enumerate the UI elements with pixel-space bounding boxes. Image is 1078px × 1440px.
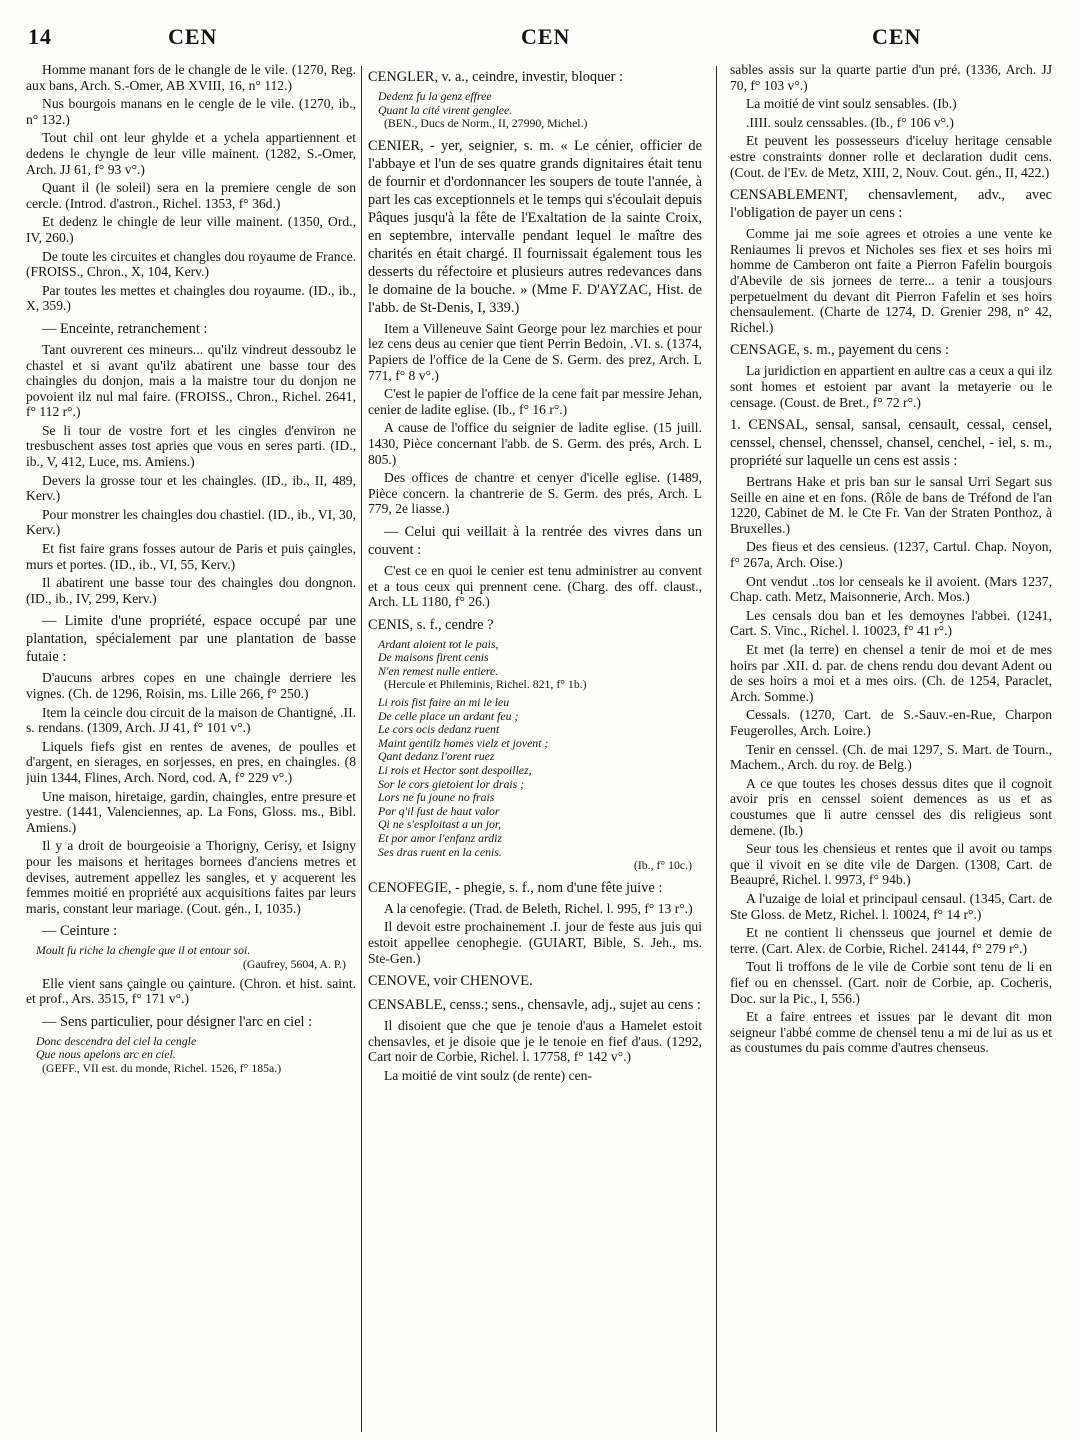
citation: sables assis sur la quarte partie d'un pré. (1336, Arch. JJ 70, f° 103 v°.) bbox=[730, 62, 1052, 93]
sense-definition: — Enceinte, retranchement : bbox=[42, 320, 208, 337]
running-head-right: CEN bbox=[872, 24, 922, 49]
citation: Ont vendut ..tos lor censeals ke il avoient. (Mars 1237, Chap. cath. Metz, Maisonnerie, Arch. Mos.) bbox=[730, 573, 1052, 605]
citation: Tant ouvrerent ces mineurs... qu'ilz vindreut dessoubz le chastel et si avant qu'ilz abatirent une basse tour des chaingles du donjon, mais a la maistre tour du donjon ne povoient ilz nul mal faire. (FROISS., Chron., Richel. 2641, f° 112 r°.) bbox=[26, 341, 356, 420]
citation: Une maison, hiretaige, gardin, chaingles, entre presure et yestre. (1441, Valenciennes, ap. La Fons, Gloss. ms., Bibl. Amiens.) bbox=[26, 788, 356, 835]
running-head-left: CEN bbox=[168, 24, 218, 49]
citation: Quant il (le soleil) sera en la premiere cengle de son cercle. (Introd. d'astron., Richel. 1353, f° 36d.) bbox=[26, 180, 356, 211]
entry-headword: CENOFEGIE, - phegie, s. f., nom d'une fête juive : bbox=[368, 879, 663, 896]
column-rule bbox=[361, 66, 362, 1432]
verse-line: Donc descendra del ciel la cengle bbox=[36, 1033, 197, 1048]
entry-headword: CENSABLEMENT, chensavlement, adv., avec l'obligation de payer un cens : bbox=[730, 187, 1052, 222]
verse-line: Qant dedanz l'orent ruez bbox=[378, 749, 495, 764]
citation: De toute les circuites et changles dou royaume de France. (FROISS., Chron., X, 104, Kerv.) bbox=[26, 248, 356, 280]
citation: La juridiction en appartient en aultre cas a ceux a qui ilz sont homes et estoient par avant la metayerie ou le censage. (Coust. de Bret., f° 72 r°.) bbox=[730, 363, 1052, 410]
column-rule bbox=[716, 66, 717, 1432]
verse-line: Moult fu riche la chengle que il ot entour soi. bbox=[36, 943, 251, 958]
verse-quote bbox=[378, 638, 702, 692]
verse-line: Ardant aloient tot le pais, bbox=[378, 636, 499, 651]
verse-line: Li rois et Hector sont despoillez, bbox=[378, 763, 532, 778]
citation: Et peuvent les possesseurs d'iceluy heritage censable estre constraints donner rolle et declaration dudit cens. (Cout. de l'Ev. de Metz, XIII, 2, Nouv. Cout. gén., II, 422.) bbox=[730, 133, 1052, 180]
entry-headword: CENIS, s. f., cendre ? bbox=[368, 616, 494, 633]
citation: La moitié de vint soulz (de rente) cen- bbox=[384, 1067, 592, 1083]
sense-definition: — Limite d'une propriété, espace occupé par une plantation, spécialement par une plantation de basse futaie : bbox=[26, 613, 356, 666]
citation: Et dedenz le chingle de leur ville mainent. (1350, Ord., IV, 260.) bbox=[26, 214, 356, 245]
citation: Devers la grosse tour et les chaingles. (ID., ib., II, 489, Kerv.) bbox=[26, 472, 356, 504]
entry-headword: CENIER, - yer, seignier, s. m. « Le cénier, officier de l'abbaye et l'un de ses quatre grands dignitaires était tenu de fournir et d'ordonnancer les soupers de toute l'année, à part les cas exceptionnels et le temps qui s'écoulait depuis Pâques jusqu'à la fête de l'Exaltation de la sainte Croix, en septembre, intervalle pendant lequel le maître des charités en était chargé. Il fournissait également tous les desserts du réfectoire et plusieurs autres redevances dans le domaine de la bouche. » (Mme F. D'AYZAC, Hist. de l'abb. de St-Denis, I, 339.) bbox=[368, 137, 702, 316]
citation: Item la ceincle dou circuit de la maison de Chantigné, .II. s. rendans. (1309, Arch. JJ 41, f° 101 v°.) bbox=[26, 704, 356, 736]
citation: La moitié de vint soulz sensables. (Ib.) bbox=[746, 96, 957, 112]
verse-line: De maisons firent cenis bbox=[378, 650, 489, 665]
sense-definition: — Celui qui veillait à la rentrée des vivres dans un couvent : bbox=[368, 523, 702, 558]
citation: Comme jai me soie agrees et otroies a une vente ke Reniaumes li prevos et Nicholes ses fiex et ses hoirs mi homme de Camberon ont faite a Pierron Fafelin bourgois d'Abevile de sis jornees de terre... a tenir a tousjours perpetuelment du devant dit Pierron Fafelin et ses hoirs chensaulement. (Charte de 1274, D. Grenier 298, n° 42, Richel.) bbox=[730, 226, 1052, 335]
verse-line: Quant la cité virent genglee. bbox=[378, 102, 513, 117]
verse-quote bbox=[36, 1035, 356, 1076]
citation: Et ne contient li chensseus que journel et demie de terre. (Cart. Alex. de Corbie, Richel. 24144, f° 279 r°.) bbox=[730, 925, 1052, 956]
citation: Il abatirent une basse tour des chaingles dou dongnon. (ID., ib., IV, 299, Kerv.) bbox=[26, 575, 356, 606]
verse-line: Ses dras ruent en la cenis. bbox=[378, 844, 502, 859]
entry-headword: CENSABLE, censs.; sens., chensavle, adj., sujet au cens : bbox=[368, 997, 701, 1014]
verse-source: (Hercule et Phileminis, Richel. 821, f° 1b.) bbox=[384, 677, 587, 692]
citation: Il y a droit de bourgeoisie a Thorigny, Cerisy, et Isigny pour les maisons et heritages bornees d'anciens metres et devises, autrement appellez les sangles, et y acquerent les femmes moitié en propriété aux acquisitions faites par leurs maris, constant leur mariage. (Cout. gén., I, 1035.) bbox=[26, 838, 356, 916]
citation: .IIII. soulz censsables. (Ib., f° 106 v°.) bbox=[746, 114, 954, 130]
verse-quote bbox=[36, 944, 356, 971]
verse-line: Sor le cors gietoient lor drais ; bbox=[378, 776, 525, 791]
citation: Elle vient sans çaingle ou çainture. (Chron. et hist. saint. et prof., Ars. 3515, f° 171 v°.) bbox=[26, 975, 356, 1007]
citation: Il devoit estre prochainement .I. jour de feste aus juis qui estoit appellee cenophegie. (GUIART, Bible, S. Jeh., ms. Ste-Gen.) bbox=[368, 919, 702, 966]
running-head-center: CEN bbox=[521, 24, 571, 49]
verse-line: Et por amor l'enfanz ardiz bbox=[378, 831, 502, 845]
verse-line: Lors ne fu joune no frais bbox=[378, 790, 495, 805]
citation: Bertrans Hake et pris ban sur le sansal Urri Segart sus Seille en aine et en fons. (Rôle de bans de Tréfond de l'an 1220, Cabinet de M. le Cte Fr. Van der Straten Ponthoz, à Bruxelles.) bbox=[730, 474, 1052, 536]
citation: Se li tour de vostre fort et les cingles d'environ ne tresbuschent asses tost apries que vous en seres parti. (ID., ib., V, 412, Luce, ms. Amiens.) bbox=[26, 422, 356, 470]
sense-definition: — Ceinture : bbox=[42, 923, 118, 940]
entry-headword: CENOVE, voir CHENOVE. bbox=[368, 973, 533, 990]
citation: Des offices de chantre et cenyer d'icelle eglise. (1489, Pièce concern. la chantrerie de S. Germ. des prés, Arch. L 779, 2e liasse.) bbox=[368, 470, 702, 517]
citation: D'aucuns arbres copes en une chaingle derriere les vignes. (Ch. de 1296, Roisin, ms. Lille 266, f° 250.) bbox=[26, 670, 356, 701]
entry-headword: CENGLER, v. a., ceindre, investir, bloquer : bbox=[368, 69, 624, 85]
verse-source: (BEN., Ducs de Norm., II, 27990, Michel.) bbox=[384, 116, 588, 131]
citation: Cessals. (1270, Cart. de S.-Sauv.-en-Rue, Charpon Feugerolles, Arch. Loire.) bbox=[730, 707, 1052, 738]
citation: Liquels fiefs gist en rentes de avenes, de poulles et d'argent, en sierages, en sorjesses, en pres, en chaingles. (8 juin 1344, Flines, Arch. Nord, cod. A, f° 229 v°.) bbox=[26, 738, 356, 785]
citation: Homme manant fors de le changle de le vile. (1270, Reg. aux bans, Arch. S.-Omer, AB XVIII, 16, n° 112.) bbox=[26, 62, 356, 93]
verse-line: Li rois fist faire an mi le leu bbox=[378, 695, 510, 710]
verse-line: Le cors ocis dedanz ruent bbox=[378, 722, 500, 737]
citation: A la cenofegie. (Trad. de Beleth, Richel. l. 995, f° 13 r°.) bbox=[384, 900, 693, 916]
citation: Tenir en censsel. (Ch. de mai 1297, S. Mart. de Tourn., Machem., Arch. du roy. de Belg.) bbox=[730, 741, 1052, 773]
verse-line: Por q'il fust de haut valor bbox=[378, 803, 500, 818]
citation: A ce que toutes les choses dessus dites que il cognoit avoir pris en censsel soient demences as us et as coustumes que li autre censsel des dis religieus sont demene. (Ib.) bbox=[730, 775, 1052, 838]
column-left bbox=[26, 62, 356, 1434]
citation: Nus bourgois manans en le cengle de le vile. (1270, ib., n° 132.) bbox=[26, 96, 356, 127]
verse-line: Dedenz fu la genz effree bbox=[378, 89, 492, 103]
verse-quote bbox=[378, 696, 702, 873]
citation: A cause de l'office du seignier de ladite eglise. (15 juill. 1430, Pièce concernant l'abb. de S. Germ. des prés, Arch. L 805.) bbox=[368, 420, 702, 467]
verse-line: N'en remest nulle entiere. bbox=[378, 663, 499, 678]
citation: Tout li troffons de le vile de Corbie sont tenu de li en fief ou en chenssel. (Cart. noir de Corbie, ap. Cocheris, Doc. sur la Pic., I, 556.) bbox=[730, 959, 1052, 1006]
citation: Et fist faire grans fosses autour de Paris et puis çaingles, murs et portes. (ID., ib., VI, 55, Kerv.) bbox=[26, 541, 356, 572]
verse-line: Que nous apelons arc en ciel. bbox=[36, 1047, 176, 1062]
citation: A l'uzaige de loial et principaul censaul. (1345, Cart. de Ste Gloss. de Metz, Richel. l. 10024, f° 14 r°.) bbox=[730, 890, 1052, 922]
entry-headword: 1. CENSAL, sensal, sansal, censault, cessal, censel, censsel, chensel, chenssel, chansel, cenchel, - iel, s. m., propriété sur laquelle un cens est assis : bbox=[730, 417, 1052, 470]
verse-source: (Ib., f° 10c.) bbox=[633, 858, 692, 873]
verse-line: Qi ne s'esploitast a un jor, bbox=[378, 817, 502, 832]
citation: C'est le papier de l'office de la cene fait par messire Jehan, cenier de ladite eglise. (Ib., f° 16 r°.) bbox=[368, 386, 702, 417]
citation: Tout chil ont leur ghylde et a ychela appartiennent et dedens le chyngle de leur ville mainent. (1282, S.-Omer, Arch. JJ 61, f° 93 v°.) bbox=[26, 130, 356, 177]
entry-headword: CENSAGE, s. m., payement du cens : bbox=[730, 342, 950, 359]
citation: C'est ce en quoi le cenier est tenu administrer au convent et a tous ceux qui prennent cene. (Charg. des off. claust., Arch. LL 1180, f° 26.) bbox=[368, 562, 702, 610]
citation: Des fieus et des censieus. (1237, Cartul. Chap. Noyon, f° 267a, Arch. Oise.) bbox=[730, 539, 1052, 571]
verse-source: (Gaufrey, 5604, A. P.) bbox=[242, 956, 346, 971]
citation: Seur tous les chensieus et rentes que il avoit ou tamps que il vivoit en se dite vile de Dargen. (1308, Cart. de Beaupré, Richel. l. 9973, f° 94b.) bbox=[730, 841, 1052, 888]
sense-definition: — Sens particulier, pour désigner l'arc en ciel : bbox=[42, 1013, 313, 1030]
citation: Item a Villeneuve Saint George pour lez marchies et pour lez cens deus au cenier que tient Perrin Bedoin, .VI. s. (1374, Papiers de l'office de la Cene de S. Germ. des prez, Arch. L 771, f° 8 v°.) bbox=[368, 320, 702, 383]
verse-line: Maint gentilz homes vielz et jovent ; bbox=[378, 735, 549, 750]
citation: Les censals dou ban et les demoynes l'abbei. (1241, Cart. S. Vinc., Richel. l. 10023, f° 41 r°.) bbox=[730, 607, 1052, 639]
citation: Et a faire entrees et issues par le devant dit mon seigneur l'abbé comme de chensel tenu a mi de lui as us et as coustumes du pais comme d'autres chenseus. bbox=[730, 1009, 1052, 1056]
column-right bbox=[730, 62, 1052, 1434]
verse-quote bbox=[378, 90, 702, 131]
citation: Il disoient que che que je tenoie d'aus a Hamelet estoit chensavles, et je disoie que je le tenoie en fief d'aus. (1292, Cart noir de Corbie, Richel. l. 17758, f° 142 v°.) bbox=[368, 1018, 702, 1065]
column-middle bbox=[368, 62, 702, 1434]
page-number: 14 bbox=[28, 24, 52, 49]
verse-source: (GEFF., VII est. du monde, Richel. 1526, f° 185a.) bbox=[42, 1060, 282, 1075]
citation: Par toutes les mettes et chaingles dou royaume. (ID., ib., X, 359.) bbox=[26, 282, 356, 314]
verse-line: De celle place un ardant feu ; bbox=[378, 708, 519, 723]
citation: Pour monstrer les chaingles dou chastiel. (ID., ib., VI, 30, Kerv.) bbox=[26, 506, 356, 538]
citation: Et met (la terre) en chensel a tenir de moi et de mes hoirs par .XII. d. par. de chens rendu dou devant Adent ou de ses hoirs a moi et a mes oirs. (Ch. de 1254, Paraclet, Arch. Somme.) bbox=[730, 642, 1052, 704]
